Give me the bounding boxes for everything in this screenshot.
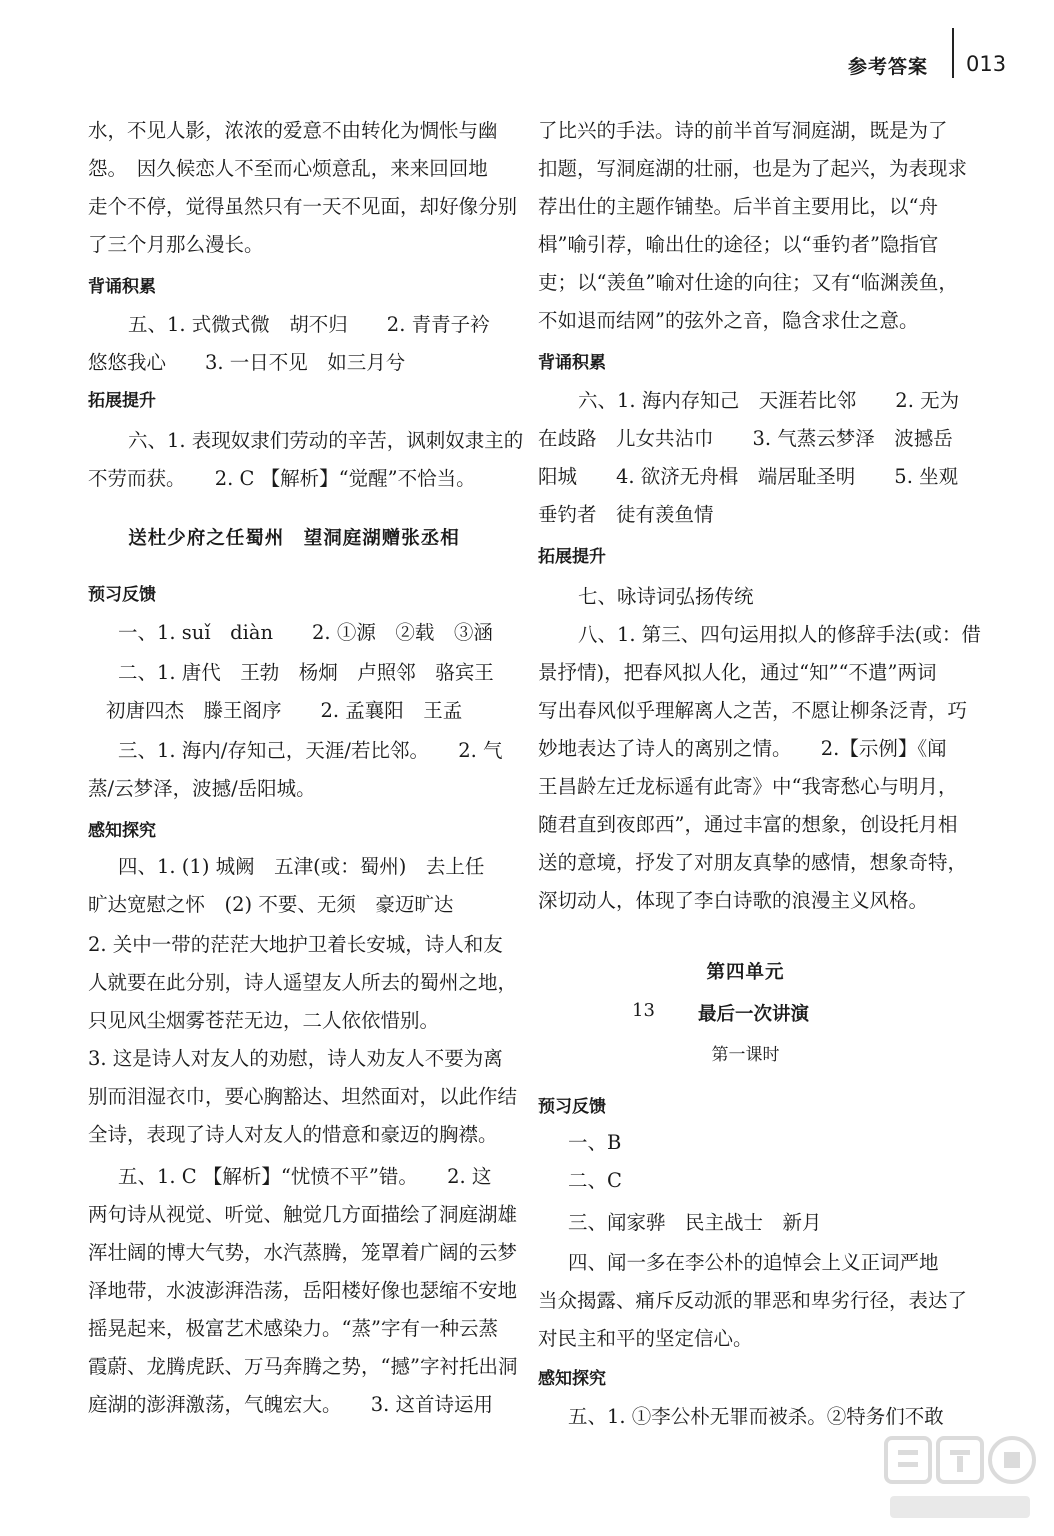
lesson-title: 最后一次讲演	[698, 1004, 810, 1025]
answer-line: 只见风尘烟雾苍茫无边，二人依依惜别。	[88, 1009, 440, 1032]
answer-line: 二、C	[568, 1169, 622, 1192]
answer-line: 吏；以“羡鱼”喻对仕途的向往；又有“临渊羡鱼，	[538, 271, 958, 294]
answer-line: 人就要在此分别，诗人遥望友人所去的蜀州之地，	[88, 971, 518, 994]
answer-line: 怨。 因久候恋人不至而心烦意乱，来来回回地	[88, 157, 488, 180]
answer-line: 二、1. 唐代 王勃 杨炯 卢照邻 骆宾王	[118, 661, 494, 684]
answer-line: 了比兴的手法。诗的前半首写洞庭湖，既是为了	[538, 119, 948, 142]
answer-line: 写出春风似乎理解离人之苦，不愿让柳条泛青，巧	[538, 699, 968, 722]
answer-line: 六、1. 海内存知己 天涯若比邻 2. 无为	[578, 389, 960, 412]
answer-line: 五、1. ①李公朴无罪而被杀。②特务们不敢	[568, 1405, 944, 1428]
answer-line: 对民主和平的坚定信心。	[538, 1327, 753, 1350]
page-number: 013	[966, 52, 1007, 76]
poem-titles: 送杜少府之任蜀州 望洞庭湖赠张丞相	[128, 528, 460, 549]
answer-line: 不如退而结网”的弦外之音，隐含求仕之意。	[538, 309, 919, 332]
answer-line: 旷达宽慰之怀 (2) 不要、无须 豪迈旷达	[88, 893, 454, 916]
answer-line: 垂钓者 徒有羡鱼情	[538, 503, 714, 526]
answer-line: 初唐四杰 滕王阁序 2. 孟襄阳 王孟	[106, 699, 463, 722]
answer-line: 七、咏诗词弘扬传统	[578, 585, 754, 608]
answer-line: 蒸/云梦泽，波撼/岳阳城。	[88, 777, 316, 800]
answer-line: 走个不停，觉得虽然只有一天不见面，却好像分别	[88, 195, 518, 218]
answer-line: 别而泪湿衣巾，要心胸豁达、坦然面对，以此作结	[88, 1085, 518, 1108]
answer-line: 全诗，表现了诗人对友人的惜意和豪迈的胸襟。	[88, 1123, 498, 1146]
unit-title: 第四单元	[706, 962, 785, 983]
section-heading: 背诵积累	[88, 277, 156, 297]
watermark-logo	[880, 1428, 1040, 1528]
answer-line: 景抒情)，把春风拟人化，通过“知”“不遣”两词	[538, 661, 937, 684]
answer-line: 深切动人，体现了李白诗歌的浪漫主义风格。	[538, 889, 929, 912]
answer-line: 阳城 4. 欲济无舟楫 端居耻圣明 5. 坐观	[538, 465, 959, 488]
answer-line: 了三个月那么漫长。	[88, 233, 264, 256]
answer-line: 泽地带，水波澎湃浩荡，岳阳楼好像也瑟缩不安地	[88, 1279, 518, 1302]
header-label: 参考答案	[848, 56, 929, 78]
answer-line: 三、闻家骅 民主战士 新月	[568, 1211, 822, 1234]
answer-line: 一、B	[568, 1131, 622, 1154]
answer-line: 悠悠我心 3. 一日不见 如三月兮	[88, 351, 406, 374]
answer-line: 浑壮阔的博大气势，水汽蒸腾，笼罩着广阔的云梦	[88, 1241, 518, 1264]
answer-line: 扣题，写洞庭湖的壮丽，也是为了起兴，为表现求	[538, 157, 968, 180]
answer-line: 水，不见人影，浓浓的爱意不由转化为惆怅与幽	[88, 119, 498, 142]
header-divider	[952, 28, 954, 78]
answer-line: 随君直到夜郎西”，通过丰富的想象，创设托月相	[538, 813, 958, 836]
answer-line: 妙地表达了诗人的离别之情。 2.【示例】《闻	[538, 737, 947, 760]
answer-line: 五、1. C 【解析】“忧愤不平”错。 2. 这	[118, 1165, 492, 1188]
section-heading: 预习反馈	[538, 1097, 606, 1117]
answer-line: 摇晃起来，极富艺术感染力。“蒸”字有一种云蒸	[88, 1317, 498, 1340]
answer-line: 在歧路 儿女共沾巾 3. 气蒸云梦泽 波撼岳	[538, 427, 953, 450]
answer-line: 四、闻一多在李公朴的追悼会上义正词严地	[568, 1251, 939, 1274]
answer-line: 荐出仕的主题作铺垫。后半首主要用比，以“舟	[538, 195, 938, 218]
answer-line: 不劳而获。 2. C 【解析】“觉醒”不恰当。	[88, 467, 476, 490]
answer-line: 3. 这是诗人对友人的劝慰，诗人劝友人不要为离	[88, 1047, 503, 1070]
section-heading: 感知探究	[88, 821, 156, 841]
section-heading: 背诵积累	[538, 353, 606, 373]
answer-line: 四、1. (1) 城阙 五津(或：蜀州) 去上任	[118, 855, 485, 878]
answer-line: 六、1. 表现奴隶们劳动的辛苦，讽刺奴隶主的	[128, 429, 524, 452]
lesson-number: 13	[632, 1000, 655, 1021]
section-heading: 感知探究	[538, 1369, 606, 1389]
answer-line: 两句诗从视觉、听觉、触觉几方面描绘了洞庭湖雄	[88, 1203, 518, 1226]
section-heading: 拓展提升	[538, 547, 606, 567]
answer-line: 楫”喻引荐，喻出仕的途径；以“垂钓者”隐指官	[538, 233, 939, 256]
answer-line: 送的意境，抒发了对朋友真挚的感情，想象奇特，	[538, 851, 968, 874]
section-heading: 拓展提升	[88, 391, 156, 411]
answer-line: 2. 关中一带的茫茫大地护卫着长安城，诗人和友	[88, 933, 503, 956]
answer-line: 一、1. suǐ diàn 2. ①源 ②载 ③涵	[118, 621, 493, 644]
answer-line: 庭湖的澎湃激荡，气魄宏大。 3. 这首诗运用	[88, 1393, 494, 1416]
lesson-period: 第一课时	[711, 1045, 780, 1065]
answer-line: 霞蔚、龙腾虎跃、万马奔腾之势，“撼”字衬托出洞	[88, 1355, 518, 1378]
answer-line: 王昌龄左迁龙标遥有此寄》中“我寄愁心与明月，	[538, 775, 958, 798]
answer-line: 三、1. 海内/存知己，天涯/若比邻。 2. 气	[118, 739, 503, 762]
answer-line: 当众揭露、痛斥反动派的罪恶和卑劣行径，表达了	[538, 1289, 968, 1312]
section-heading: 预习反馈	[88, 585, 156, 605]
answer-line: 八、1. 第三、四句运用拟人的修辞手法(或：借	[578, 623, 981, 646]
answer-line: 五、1. 式微式微 胡不归 2. 青青子衿	[128, 313, 490, 336]
